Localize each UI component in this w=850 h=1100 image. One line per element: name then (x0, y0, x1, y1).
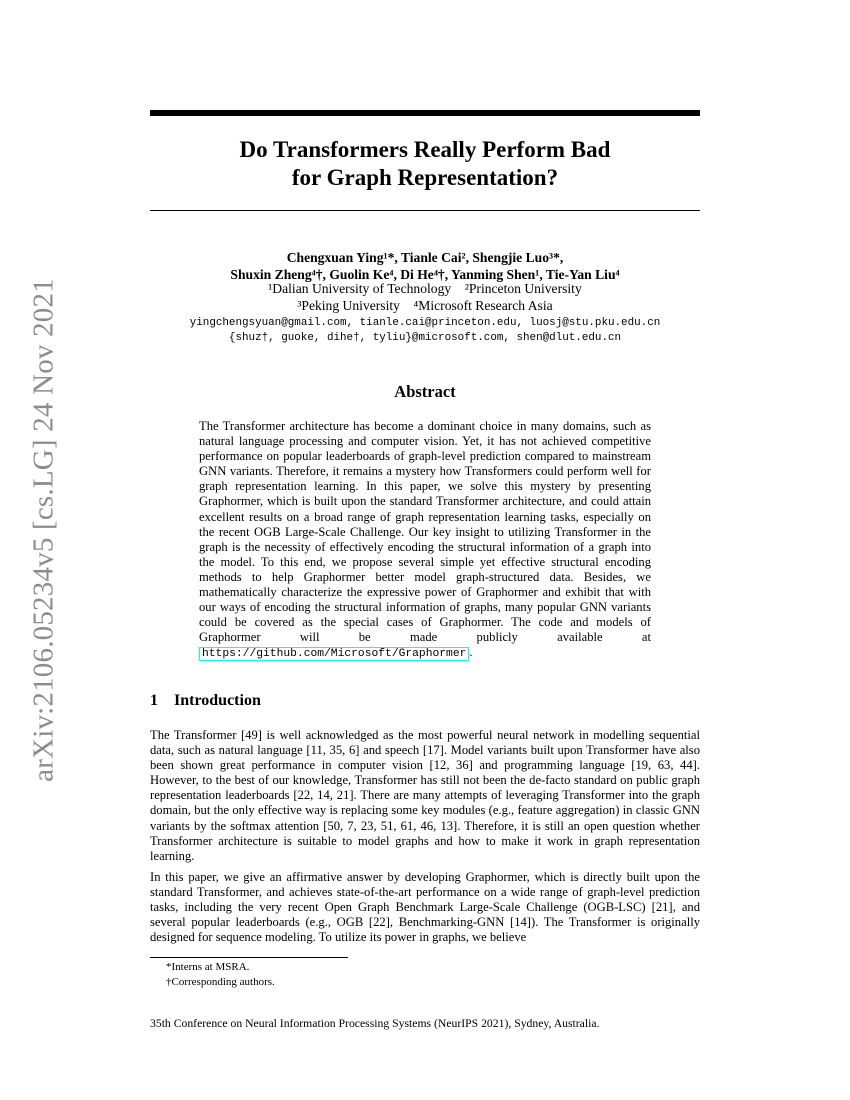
affiliation-line-2: ³Peking University ⁴Microsoft Research Asia (297, 297, 553, 313)
title-rule (150, 210, 700, 211)
abstract-heading: Abstract (394, 382, 456, 401)
authors-line-2: Shuxin Zheng⁴†, Guolin Ke⁴, Di He⁴†, Yanming Shen¹, Tie-Yan Liu⁴ (230, 267, 620, 282)
section-heading-introduction (150, 692, 261, 710)
title-line-1: Do Transformers Really Perform Bad (239, 137, 611, 162)
footnote-rule (150, 957, 348, 958)
title-line-2: for Graph Representation? (291, 165, 559, 190)
abstract-end: . (469, 645, 473, 660)
section-number: 1 (150, 692, 158, 709)
github-link[interactable]: https://github.com/Microsoft/Graphormer (199, 647, 469, 661)
affiliation-line-1: ¹Dalian University of Technology ²Princeton University (268, 281, 582, 296)
footnote-interns: *Interns at MSRA. (166, 961, 250, 973)
abstract-text: The Transformer architecture has become a dominant choice in many domains, such as natural language processing and computer vision. Yet, it has not achieved competitive performance on popular leaderboards of graph-level prediction compared to mainstream GNN variants. Therefore, it remains a mystery how Transformers could perform well for graph representation learning. In this paper, we solve this mystery by presenting Graphormer, which is built upon the standard Transformer architecture, and could attain excellent results on a broad range of graph representation learning tasks, especially on the recent OGB Large-Scale Challenge. Our key insight to utilizing Transformer in the graph is the necessity of effectively encoding the structural information of a graph into the model. To this end, we propose several simple yet effective structural encoding methods to help Graphormer better model graph-structured data. Besides, we mathematically characterize the expressive power of Graphormer and exhibit that with our ways of encoding the structural information of graphs, many popular GNN variants could be covered as the special cases of Graphormer. The code and models of Graphormer will be made publicly available at (199, 419, 651, 645)
arxiv-margin-stamp: arXiv:2106.05234v5 [cs.LG] 24 Nov 2021 (27, 278, 60, 782)
email-line-1: yingchengsyuan@gmail.com, tianle.cai@princeton.edu, luosj@stu.pku.edu.cn (189, 317, 661, 329)
footnote-corresponding: †Corresponding authors. (166, 976, 275, 988)
affiliations (150, 281, 700, 314)
conference-footer: 35th Conference on Neural Information Processing Systems (NeurIPS 2021), Sydney, Australia. (150, 1017, 600, 1030)
intro-paragraph-2: In this paper, we give an affirmative answer by developing Graphormer, which is directly built upon the standard Transformer, and achieves state-of-the-art performance on a wide range of graph-level prediction tasks, including the very recent Open Graph Benchmark Large-Scale Challenge (OGB-LSC) [21], and several popular leaderboards (e.g., OGB [22], Benchmarking-GNN [14]). The Transformer is originally designed for sequence modeling. To utilize its power in graphs, we believe (150, 870, 700, 945)
abstract-body (199, 419, 651, 663)
authors-line-1: Chengxuan Ying¹*, Tianle Cai², Shengjie Luo³*, (286, 250, 564, 265)
author-list (150, 249, 700, 283)
top-rule (150, 110, 700, 116)
email-line-2: {shuz†, guoke, dihe†, tyliu}@microsoft.com, shen@dlut.edu.cn (228, 332, 622, 344)
email-list (150, 316, 700, 346)
intro-paragraph-1: The Transformer [49] is well acknowledged as the most powerful neural network in modelling sequential data, such as natural language [11, 35, 6] and speech [17]. Model variants built upon Transformer have also been shown great performance in computer vision [12, 36] and programming language [19, 63, 44]. However, to the best of our knowledge, Transformer has still not been the de-facto standard on public graph representation leaderboards [22, 14, 21]. There are many attempts of leveraging Transformer into the graph domain, but the only effective way is replacing some key modules (e.g., feature aggregation) in classic GNN variants by the softmax attention [50, 7, 23, 51, 61, 46, 13]. Therefore, it is still an open question whether Transformer architecture is suitable to model graphs and how to make it work in graph representation learning. (150, 728, 700, 863)
paper-title (150, 136, 700, 192)
section-title: Introduction (174, 692, 261, 709)
